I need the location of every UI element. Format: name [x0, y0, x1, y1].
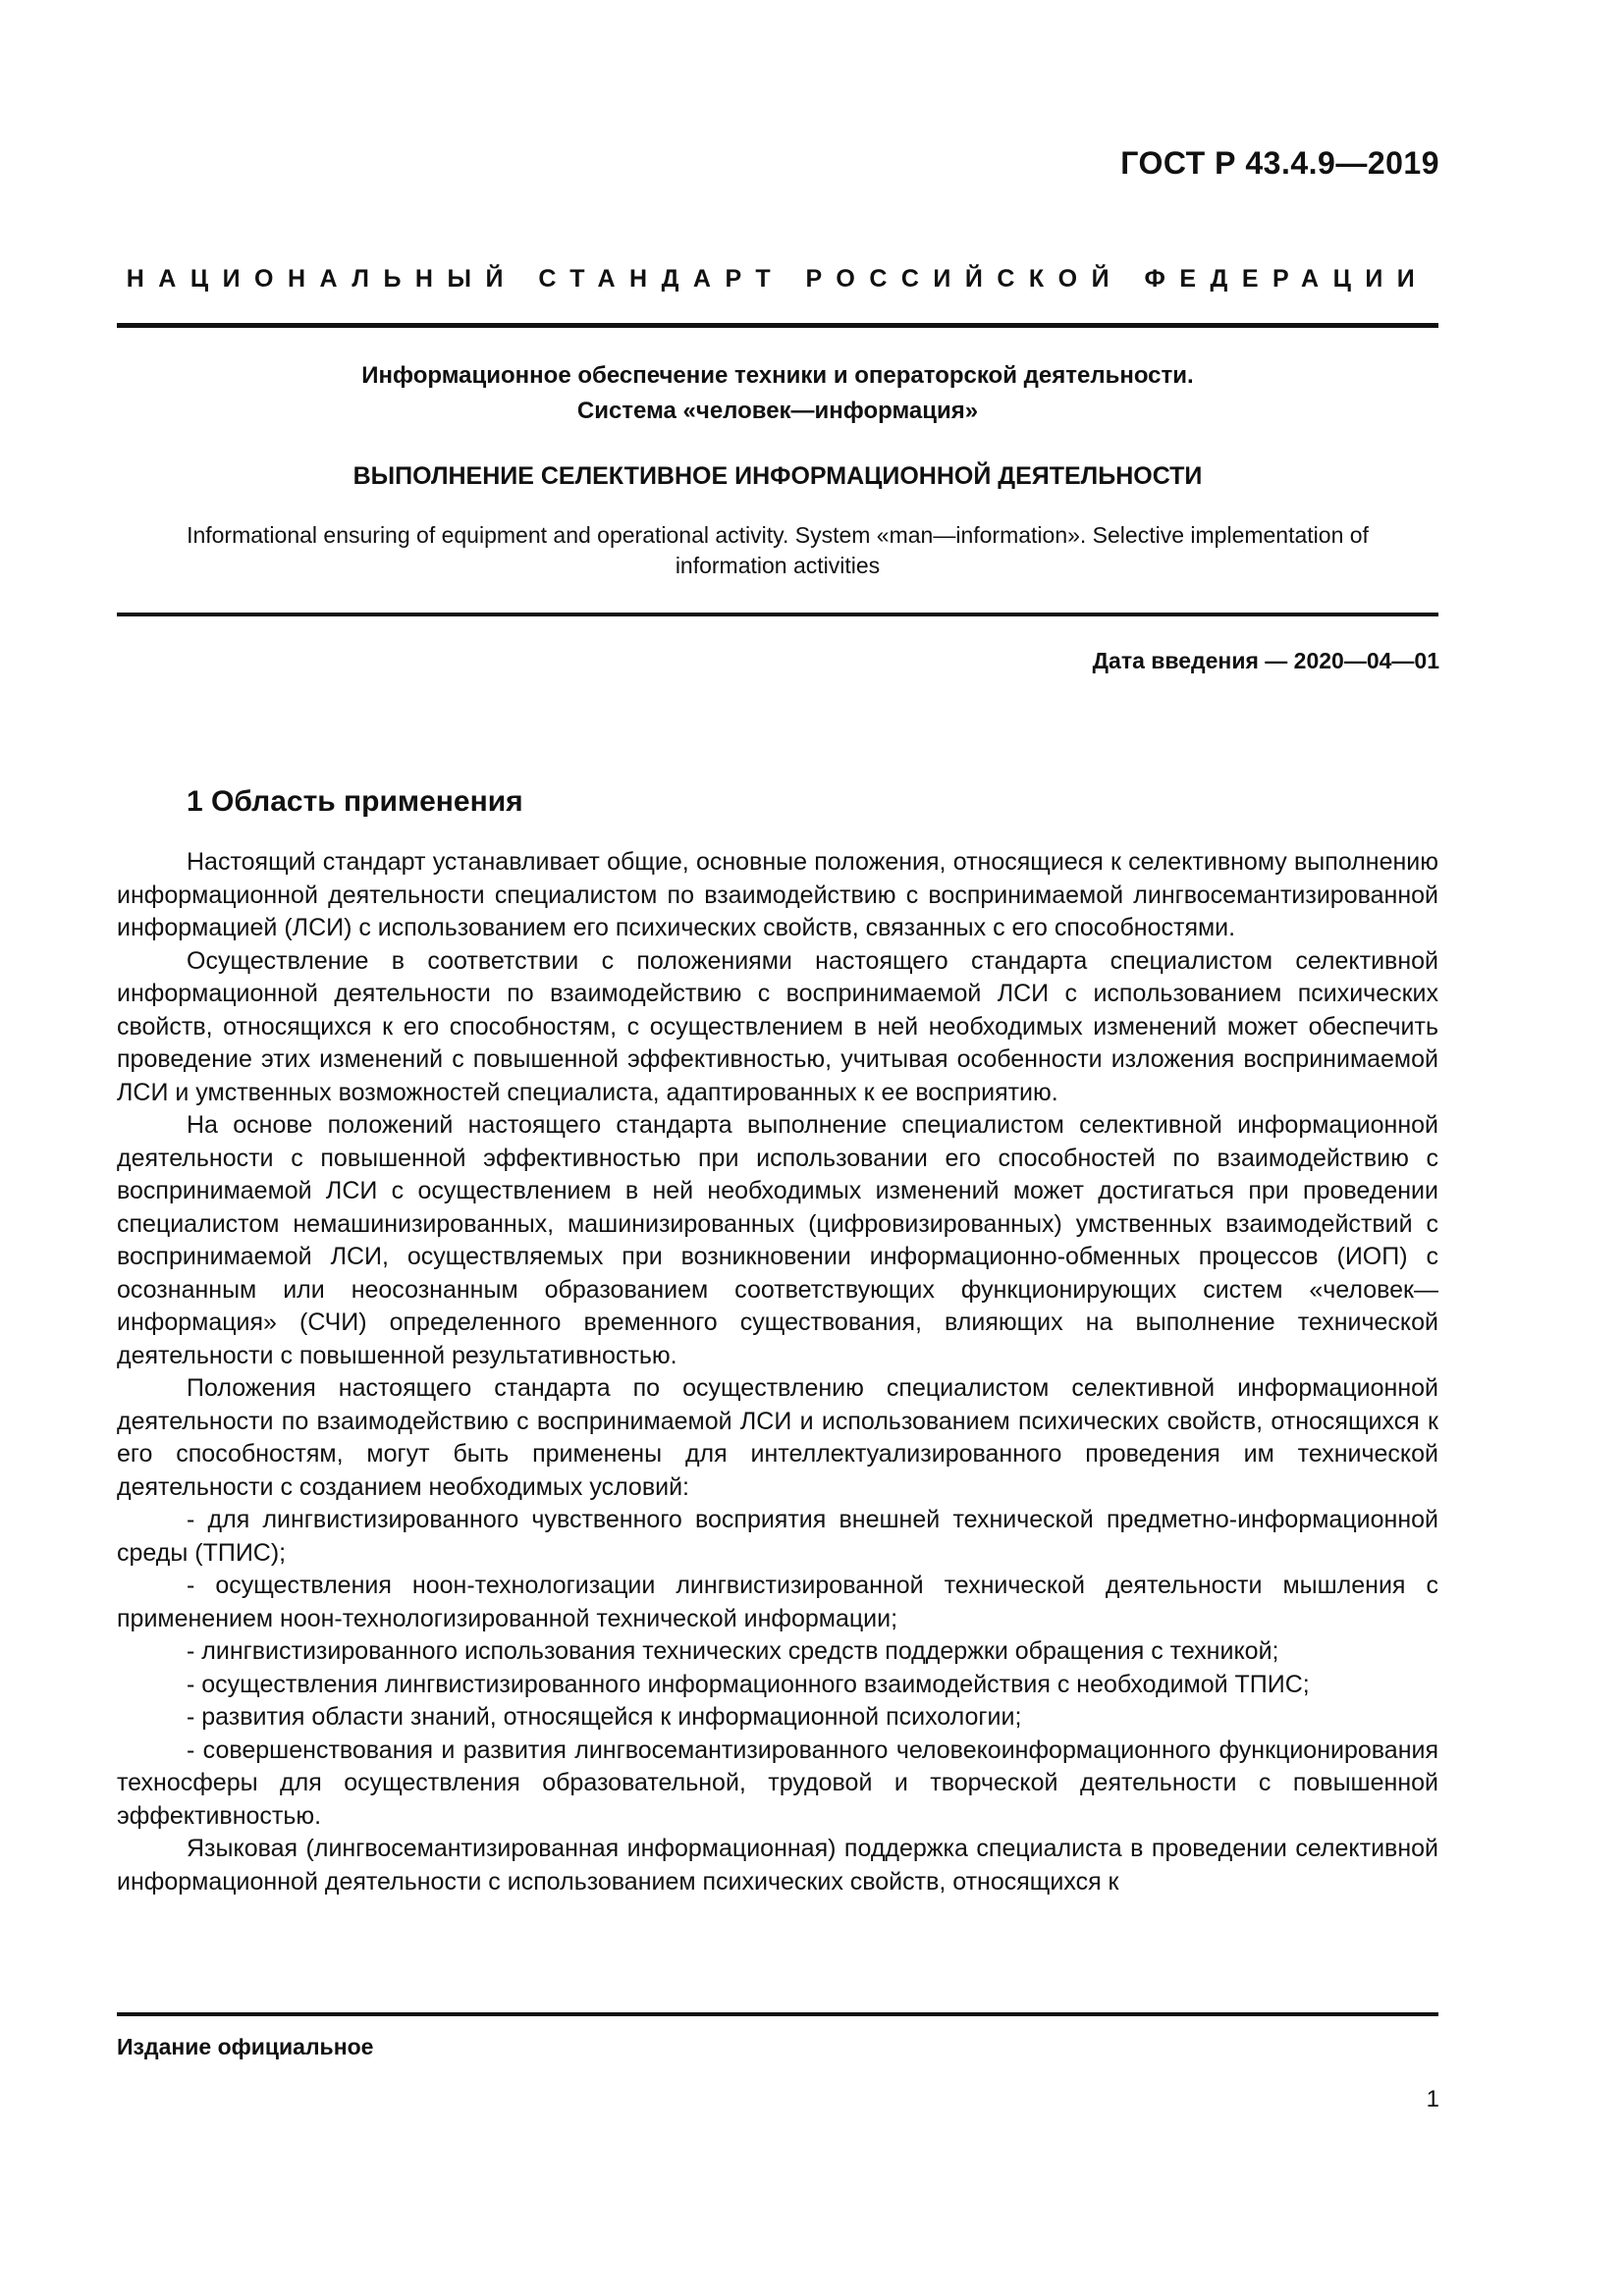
list-item: - для лингвистизированного чувственного восприятия внешней технической предметно-информационной среды (ТПИС); — [117, 1506, 1438, 1567]
list-item: - развития области знаний, относящейся к информационной психологии; — [187, 1703, 1022, 1731]
russian-title-line-1: Информационное обеспечение техники и операторской деятельности. — [361, 362, 1194, 389]
edition-label: Издание официальное — [117, 2034, 374, 2059]
main-title: ВЫПОЛНЕНИЕ СЕЛЕКТИВНОЕ ИНФОРМАЦИОННОЙ ДЕЯТЕЛЬНОСТИ — [352, 462, 1203, 490]
paragraph: Языковая (лингвосемантизированная информационная) поддержка специалиста в проведении селективной информационной деятельности с использованием психических свойств, относящихся к — [117, 1835, 1438, 1896]
paragraph: На основе положений настоящего стандарта выполнение специалистом селективной информационной деятельности с повышенной эффективностью при использовании его способностей по взаимодействию с воспринимаемой ЛСИ с осуществлением в ней необходимых изменений может достигаться при проведении специалистом немашинизированных, машинизированных (цифровизированных) умственных взаимодействий с воспринимаемой ЛСИ, осуществляемых при возникновении информационно-обменных процессов (ИОП) с осознанным или неосознанным образованием соответствующих функционирующих систем «человек—информация» (СЧИ) определенного временного существования, влияющих на выполнение технической деятельности с повышенной результативностью. — [117, 1111, 1438, 1369]
section-heading: 1 Область применения — [187, 785, 523, 818]
document-number: ГОСТ Р 43.4.9—2019 — [1120, 145, 1439, 181]
title-divider — [117, 613, 1438, 616]
national-standard-title: НАЦИОНАЛЬНЫЙ СТАНДАРТ РОССИЙСКОЙ ФЕДЕРАЦИИ — [126, 265, 1430, 293]
section-body — [117, 846, 1438, 1898]
paragraph: Осуществление в соответствии с положениями настоящего стандарта специалистом селективной информационной деятельности по взаимодействию с воспринимаемой ЛСИ с использованием психических свойств, относящихся к его способностям, с осуществлением в ней необходимых изменений может обеспечить проведение этих изменений с повышенной эффективностью, учитывая особенности изложения воспринимаемой ЛСИ и умственных возможностей специалиста, адаптированных к ее восприятию. — [117, 946, 1438, 1106]
english-title-line-1: Informational ensuring of equipment and operational activity. System «man—information». Selective implementation of — [187, 522, 1369, 548]
list-item: - осуществления ноон-технологизации лингвистизированной технической деятельности мышления с применением ноон-технологизированной технической информации; — [117, 1572, 1438, 1632]
russian-title-line-2: Система «человек—информация» — [576, 398, 979, 424]
list-item: - осуществления лингвистизированного информационного взаимодействия с необходимой ТПИС; — [187, 1670, 1310, 1698]
paragraph: Настоящий стандарт устанавливает общие, основные положения, относящиеся к селективному выполнению информационной деятельности специалистом по взаимодействию с воспринимаемой лингвосемантизированной информацией (ЛСИ) с использованием его психических свойств, связанных с его способностями. — [117, 848, 1438, 941]
header-divider — [117, 323, 1438, 328]
list-item: - лингвистизированного использования технических средств поддержки обращения с техникой; — [187, 1637, 1279, 1665]
introduction-date: Дата введения — 2020—04—01 — [1092, 648, 1439, 673]
paragraph: Положения настоящего стандарта по осуществлению специалистом селективной информационной деятельности по взаимодействию с воспринимаемой ЛСИ и использованием психических свойств, относящихся к его способностям, могут быть применены для интеллектуализированного проведения им технической деятельности с созданием необходимых условий: — [117, 1374, 1438, 1501]
footer-divider — [117, 2012, 1438, 2016]
russian-title — [117, 358, 1438, 429]
english-title-line-2: information activities — [675, 553, 881, 578]
page-number: 1 — [1426, 2086, 1439, 2112]
list-item: - совершенствования и развития лингвосемантизированного человекоинформационного функционирования техносферы для осуществления образовательной, трудовой и творческой деятельности с повышенной эффективностью. — [117, 1735, 1438, 1830]
english-title — [117, 520, 1438, 581]
